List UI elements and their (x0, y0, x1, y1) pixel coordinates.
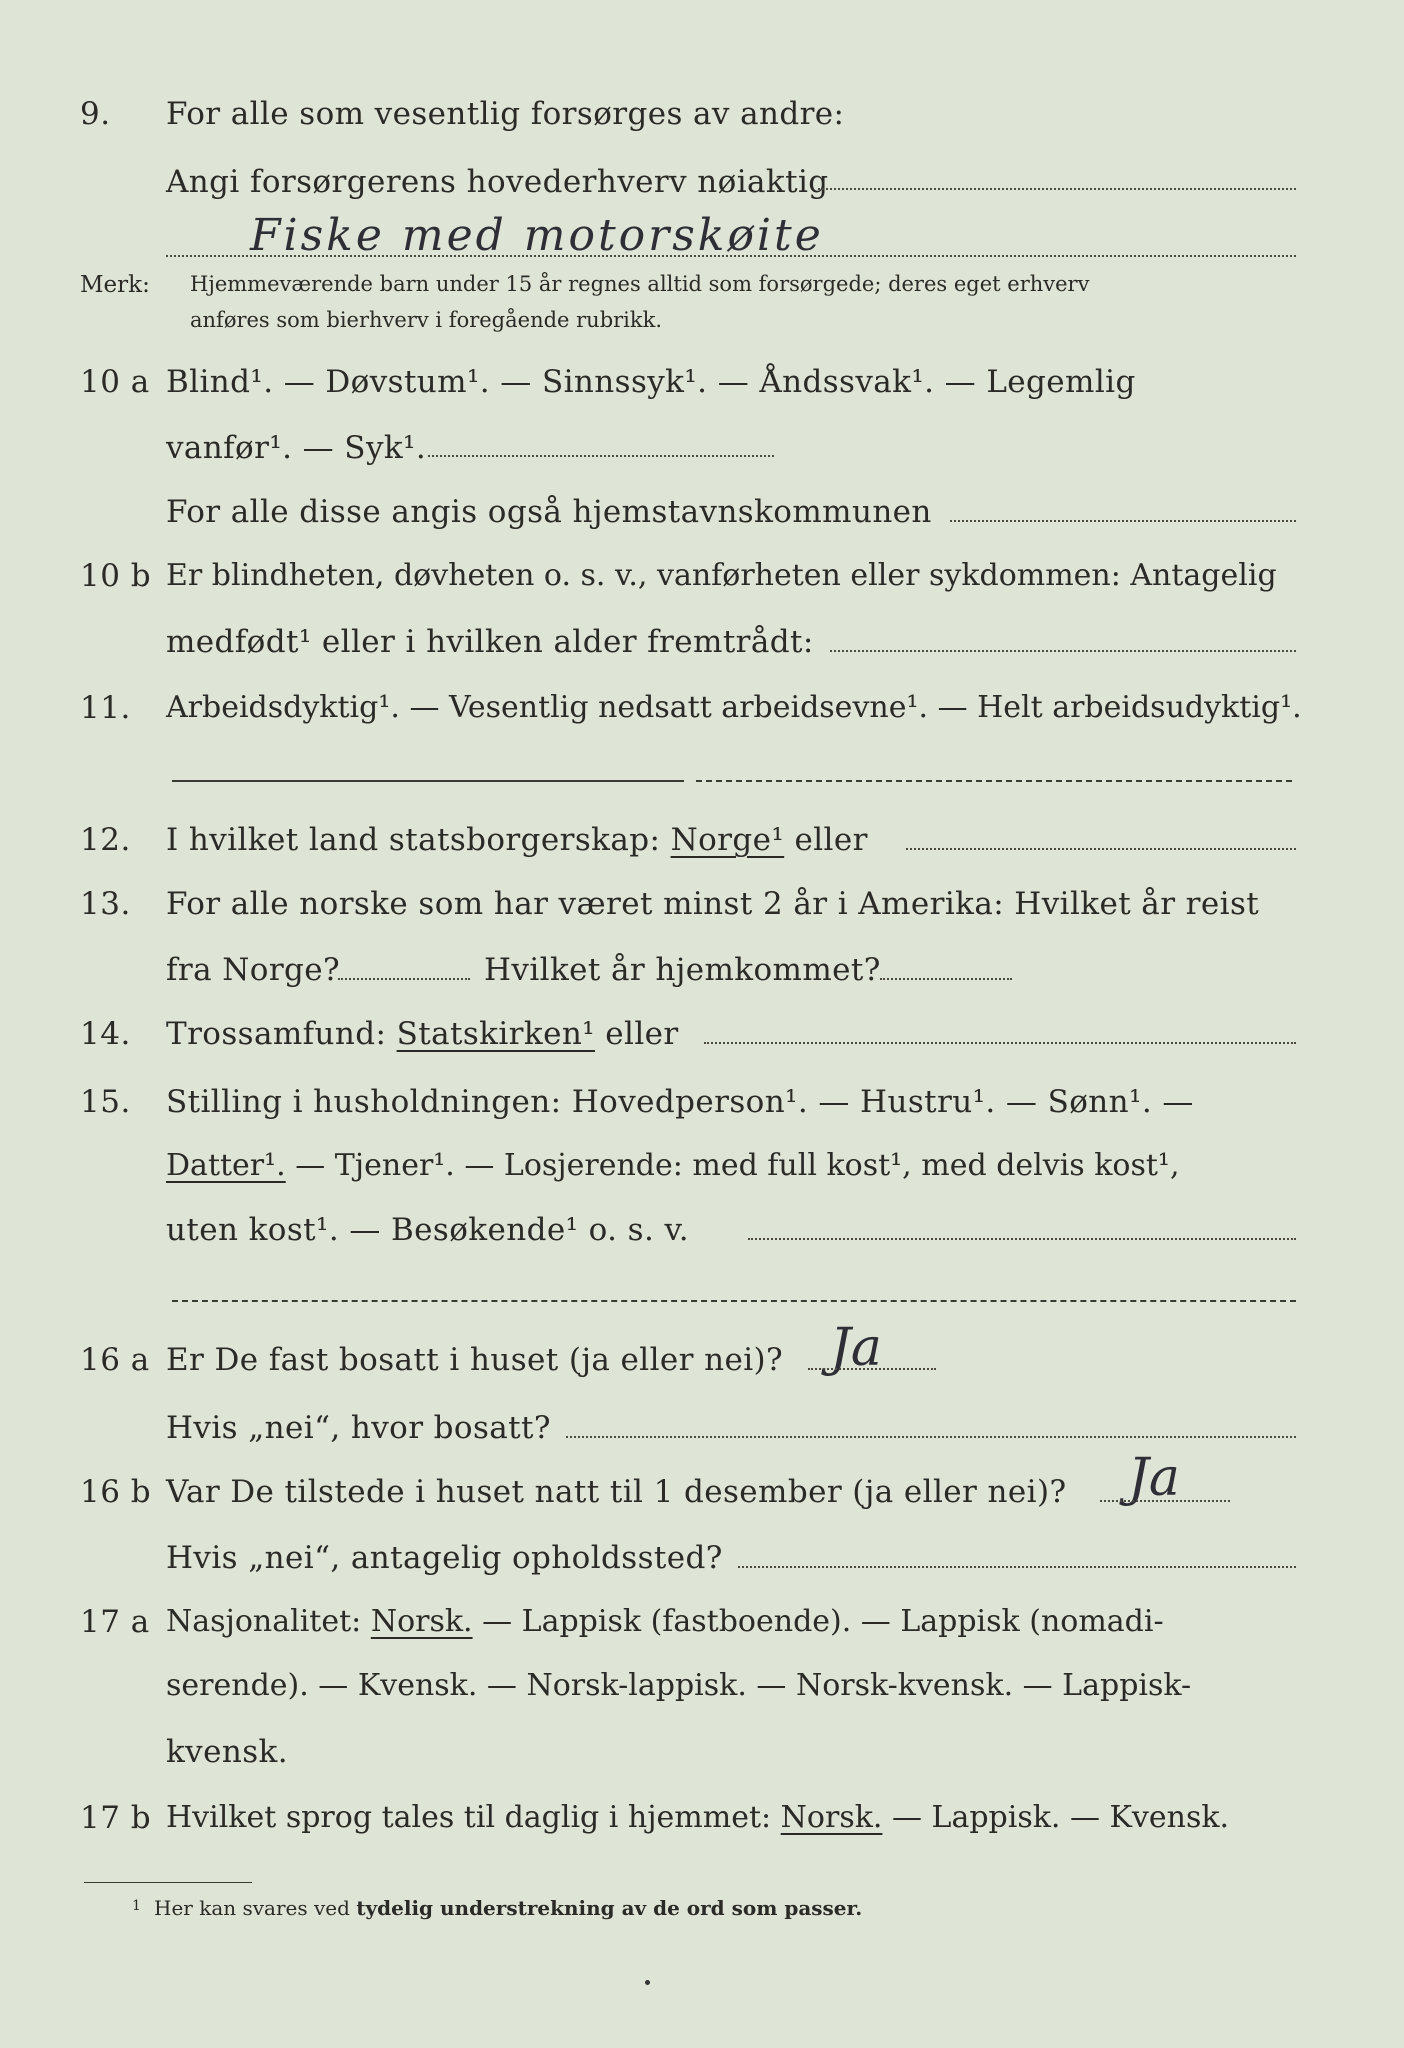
q16a-handwritten-answer[interactable]: Ja (830, 1318, 882, 1378)
q14-eller: eller (605, 1016, 679, 1052)
q16a-number: 16 a (80, 1342, 150, 1378)
q16a-line1: Er De fast bosatt i huset (ja eller nei)? (166, 1342, 784, 1378)
q10b-line2-blank[interactable] (830, 650, 1296, 652)
q16b-blank[interactable] (1100, 1500, 1230, 1502)
q9-line1: For alle som vesentlig forsørges av andre: (166, 96, 845, 132)
q12-number: 12. (80, 822, 131, 858)
q12-selected-norge[interactable]: Norge¹ (670, 822, 785, 858)
q10b-line1: Er blindheten, døvheten o. s. v., vanførheten eller sykdommen: Antagelig (166, 558, 1277, 593)
q9-number: 9. (80, 96, 111, 132)
q9-answer-blank[interactable] (166, 255, 1296, 257)
q11-number: 11. (80, 690, 131, 726)
merk-label: Merk: (80, 272, 150, 298)
q15-line3: uten kost¹. — Besøkende¹ o. s. v. (166, 1212, 689, 1248)
q14-line (166, 1016, 679, 1052)
q10a-line3-blank[interactable] (950, 520, 1296, 522)
q14-number: 14. (80, 1016, 131, 1052)
q17b-line (166, 1800, 1229, 1835)
q15-number: 15. (80, 1084, 131, 1120)
q12-blank[interactable] (906, 848, 1296, 850)
q16a-line2-blank[interactable] (566, 1436, 1296, 1438)
footnote-rule (84, 1882, 252, 1883)
q13-line2a: fra Norge? (166, 952, 341, 988)
q10b-number: 10 b (80, 558, 152, 594)
q17b-prompt: Hvilket sprog tales til daglig i hjemmet: (166, 1800, 772, 1835)
q10a-number: 10 a (80, 364, 150, 400)
q16b-line2-blank[interactable] (738, 1566, 1296, 1568)
q12-prompt: I hvilket land statsborgerskap: (166, 822, 661, 858)
q15-selected-datter[interactable]: Datter¹. (166, 1148, 286, 1183)
q10a-line2-blank[interactable] (428, 455, 774, 457)
footnote-text (154, 1896, 862, 1920)
q17b-number: 17 b (80, 1800, 152, 1836)
q15-line1: Stilling i husholdningen: Hovedperson¹. — Hustru¹. — Sønn¹. — (166, 1084, 1194, 1120)
merk-line2: anføres som bierhverv i foregående rubrikk. (190, 308, 663, 332)
q11-line1: Arbeidsdyktig¹. — Vesentlig nedsatt arbeidsevne¹. — Helt arbeidsudyktig¹. (166, 690, 1302, 725)
q9-handwritten-answer[interactable]: Fiske med motorskøite (250, 210, 824, 261)
q13-line1: For alle norske som har været minst 2 år i Amerika: Hvilket år reist (166, 886, 1260, 922)
page-dot (645, 1980, 650, 1985)
q13-hjemkommet-blank[interactable] (880, 978, 1012, 980)
q17a-number: 17 a (80, 1604, 150, 1640)
q17b-selected-norsk[interactable]: Norsk. (780, 1800, 883, 1835)
q12-line (166, 822, 868, 858)
q17a-line1-rest: — Lappisk (fastboende). — Lappisk (nomadi- (482, 1604, 1164, 1639)
q16a-line2: Hvis „nei“, hvor bosatt? (166, 1410, 551, 1446)
q15-rule (172, 1300, 1296, 1302)
q9-line2: Angi forsørgerens hovederhverv nøiaktig (166, 164, 829, 200)
q11-rule-right (696, 780, 1292, 782)
q9-line2-blank[interactable] (818, 188, 1296, 190)
q13-number: 13. (80, 886, 131, 922)
footnote-bold: tydelig understrekning av de ord som passer. (356, 1896, 863, 1920)
footnote-normal: Her kan svares ved (154, 1896, 350, 1920)
q14-blank[interactable] (704, 1042, 1296, 1044)
q15-line3-blank[interactable] (748, 1238, 1296, 1240)
q17b-rest: — Lappisk. — Kvensk. (891, 1800, 1230, 1835)
q17a-selected-norsk[interactable]: Norsk. (370, 1604, 473, 1639)
q17a-prompt: Nasjonalitet: (166, 1604, 362, 1639)
q11-rule-left (172, 780, 684, 782)
q14-selected-statskirken[interactable]: Statskirken¹ (396, 1016, 596, 1052)
q16b-handwritten-answer[interactable]: Ja (1128, 1448, 1180, 1508)
q17a-line1 (166, 1604, 1164, 1639)
q16a-blank[interactable] (808, 1368, 936, 1370)
q13-reist-blank[interactable] (338, 978, 470, 980)
q10b-line2: medfødt¹ eller i hvilken alder fremtrådt: (166, 624, 814, 660)
q10a-line1: Blind¹. — Døvstum¹. — Sinnssyk¹. — Åndssvak¹. — Legemlig (166, 364, 1136, 400)
q17a-line3: kvensk. (166, 1734, 288, 1770)
footnote-mark: 1 (132, 1898, 141, 1914)
q15-line2-rest: — Tjener¹. — Losjerende: med full kost¹, med delvis kost¹, (295, 1148, 1180, 1183)
q10a-line3: For alle disse angis også hjemstavnskommunen (166, 494, 932, 530)
merk-line1: Hjemmeværende barn under 15 år regnes alltid som forsørgede; deres eget erhverv (190, 272, 1090, 296)
q13-line2b: Hvilket år hjemkommet? (484, 952, 881, 988)
q10a-line2: vanfør¹. — Syk¹. (166, 430, 427, 466)
q16b-line2: Hvis „nei“, antagelig opholdssted? (166, 1540, 723, 1576)
q15-line2 (166, 1148, 1179, 1183)
q16b-line1: Var De tilstede i huset natt til 1 desember (ja eller nei)? (166, 1474, 1067, 1510)
q14-prompt: Trossamfund: (166, 1016, 387, 1052)
q16b-number: 16 b (80, 1474, 152, 1510)
q17a-line2: serende). — Kvensk. — Norsk-lappisk. — Norsk-kvensk. — Lappisk- (166, 1668, 1192, 1703)
q12-eller: eller (794, 822, 868, 858)
